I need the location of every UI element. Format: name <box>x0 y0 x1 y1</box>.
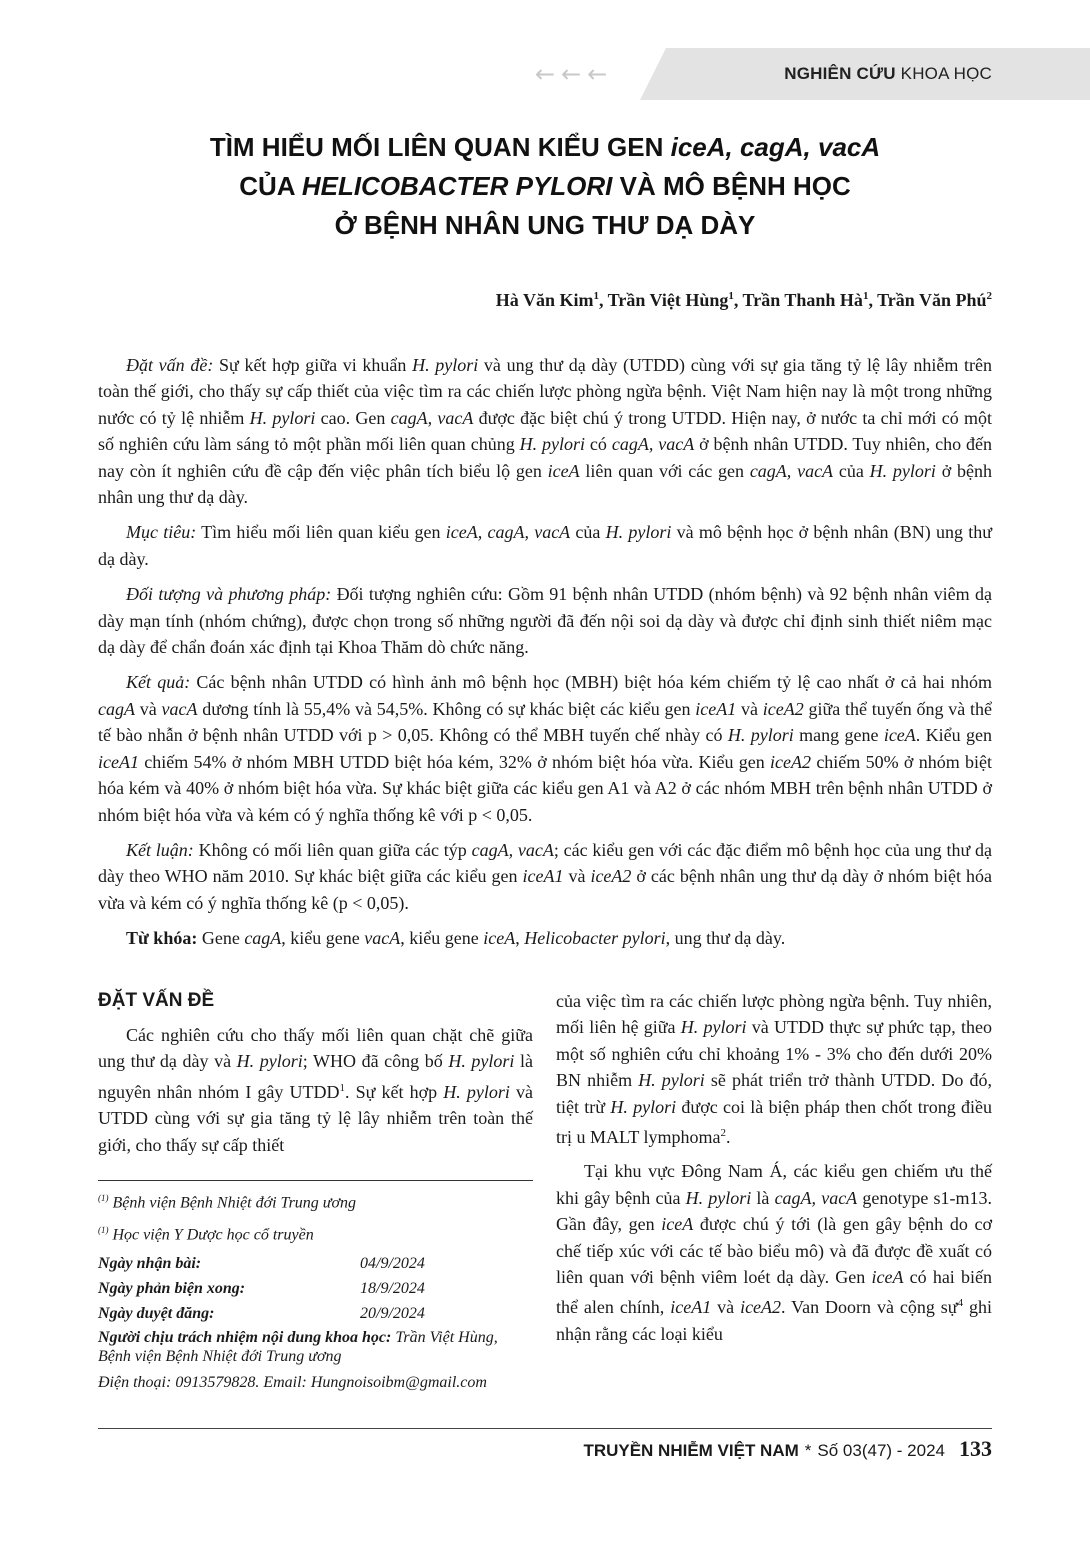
text-run: ở bệnh nhân UTDD. Tuy nhiên, cho đến nay còn ít nghiên cứu đề cập đến việc phân tích biểu lộ gen <box>98 434 992 481</box>
abstract-objective <box>98 519 992 572</box>
italic-term: H. pylori <box>519 434 586 455</box>
italic-term: iceA2 <box>762 698 804 719</box>
reference-marker: 1 <box>339 1081 346 1094</box>
responsible-author <box>98 1328 533 1366</box>
section-label-rest: KHOA HỌC <box>895 64 992 83</box>
abstract-conclusion <box>98 837 992 916</box>
italic-term: Kết quả: <box>126 672 191 693</box>
italic-term: H. pylori <box>443 1081 510 1102</box>
header-band-cut <box>640 48 666 100</box>
italic-term: H. pylori <box>869 460 936 481</box>
date-value: 18/9/2024 <box>360 1279 425 1297</box>
body-column-right <box>556 988 992 1355</box>
affiliation-2 <box>98 1218 533 1247</box>
italic-term: Mục tiêu: <box>126 522 197 543</box>
author-affiliation: 1 <box>728 290 734 302</box>
italic-term: iceA1 <box>98 751 139 772</box>
italic-term: Helicobacter pylori <box>524 928 666 949</box>
italic-term: cagA <box>98 698 135 719</box>
date-received <box>98 1251 533 1276</box>
text-run: chiếm 54% ở nhóm MBH UTDD biệt hóa kém, 32% ở nhóm biệt hóa vừa. Kiểu gen <box>138 751 771 772</box>
text-run: . Van Doorn và cộng sự <box>781 1297 958 1318</box>
italic-term: iceA1 <box>695 698 737 719</box>
italic-term: Đặt vấn đề: <box>126 355 214 375</box>
text-run: Không có mối liên quan giữa các týp <box>193 839 472 860</box>
author-affiliation: 1 <box>593 290 599 302</box>
italic-term: H. pylori <box>638 1070 705 1091</box>
text-run: và mô bệnh học ở bệnh nhân (BN) ung thư dạ dày. <box>98 522 993 569</box>
author <box>496 290 599 310</box>
text-run: Gene <box>197 928 245 949</box>
italic-term: H. pylori <box>680 1017 747 1038</box>
body-paragraph <box>556 1158 992 1347</box>
reference-marker: 4 <box>957 1297 964 1310</box>
text-run: chiếm 50% ở nhóm biệt hóa kém và 40% ở nhóm biệt hóa vừa. Sự khác biệt giữa các kiểu gen A1 và A2 ở các nhóm MBH trên bệnh nhân UTDD ở nhóm biệt hóa vừa và kém có ý nghĩa thống kê với p < 0,05. <box>98 751 992 825</box>
italic-term: Kết luận: <box>126 839 194 860</box>
italic-term: iceA2 <box>770 751 812 772</box>
author-name: Hà Văn Kim <box>495 290 594 310</box>
text-run: được coi là biện pháp then chốt trong điều trị u MALT lymphoma <box>556 1096 992 1148</box>
affiliation-marker: (1) <box>98 1193 109 1203</box>
text-run: Các nghiên cứu cho thấy mối liên quan chặt chẽ giữa ung thư dạ dày và <box>98 1025 533 1072</box>
text-run: được đặc biệt chú ý trong UTDD. Hiện nay, ở nước ta chỉ mới có một số nghiên cứu làm sáng tỏ một phần mối liên quan chủng <box>98 407 992 455</box>
arrow-left-icon: ← <box>587 60 608 88</box>
title-line-3: Ở BỆNH NHÂN UNG THƯ DẠ DÀY <box>334 210 756 240</box>
italic-term: cagA <box>244 928 282 949</box>
affiliation-marker: (1) <box>98 1225 109 1236</box>
title-text: TÌM HIỂU MỐI LIÊN QUAN KIỂU GEN <box>209 132 671 162</box>
date-label: Ngày duyệt đăng: <box>98 1304 215 1322</box>
issue-number: Số 03(47) - 2024 <box>817 1441 945 1460</box>
author-name: Trần Thanh Hà <box>742 290 863 310</box>
italic-term: iceA <box>883 725 916 746</box>
text-run: Sự kết hợp giữa vi khuẩn <box>213 355 413 375</box>
italic-term: H. pylori <box>448 1051 515 1072</box>
abstract <box>98 352 992 961</box>
italic-term: H. pylori <box>727 725 794 746</box>
author-affiliation: 1 <box>862 290 869 302</box>
text-run: và UTDD thực sự phức tạp, theo một số nghiên cứu chỉ khoảng 1% - 3% cho đến dưới 20% BN nhiễm <box>556 1017 992 1091</box>
date-value: 20/9/2024 <box>360 1304 425 1322</box>
author-list: Hà Văn Kim$^1$, Trần Việt Hùng$^1$, Trần Thanh $Hà^1$, Trần Văn Phú$^2$ <box>495 290 992 310</box>
section-label-bold: NGHIÊN CỨU <box>784 64 896 83</box>
text-run: của việc tìm ra các chiến lược phòng ngừa bệnh. Tuy nhiên, mối liên hệ giữa <box>556 991 992 1038</box>
text-run: ; WHO đã công bố <box>302 1051 449 1072</box>
footer-divider <box>98 1428 992 1429</box>
text-run: . Kiểu gen <box>915 725 992 746</box>
abstract-results <box>98 669 992 827</box>
italic-term: H. pylori <box>610 1096 677 1117</box>
italic-term: vacA <box>161 698 198 719</box>
responsible-value: Trần Việt Hùng, Bệnh viện Bệnh Nhiệt đới Trung ương <box>98 1328 498 1365</box>
text-run: , kiểu gene <box>400 928 484 949</box>
text-run: , <box>515 928 525 949</box>
text-run: là nguyên nhân nhóm I gây UTDD <box>98 1051 533 1102</box>
text-run: và UTDD cùng với sự gia tăng tỷ lệ lây nhiễm trên toàn thế giới, cho thấy sự cấp thiết <box>98 1081 533 1155</box>
body-paragraph <box>98 1022 533 1158</box>
text-run: ở bệnh nhân ung thư dạ dày. <box>98 460 993 508</box>
title-line-1 <box>120 128 970 167</box>
text-run: Các bệnh nhân UTDD có hình ảnh mô bệnh học (MBH) biệt hóa kém chiếm tỷ lệ cao nhất ở cả hai nhóm <box>190 672 992 693</box>
italic-term: H. pylori <box>236 1051 303 1072</box>
author <box>877 290 992 310</box>
star-icon: * <box>804 1441 812 1460</box>
text-run: dương tính là 55,4% và 54,5%. Không có sự khác biệt các kiểu gen <box>197 698 696 719</box>
label-text: Từ khóa: <box>126 928 198 949</box>
italic-term: cagA, vacA <box>390 407 474 428</box>
date-value: 04/9/2024 <box>360 1254 425 1272</box>
text-run: genotype s1-m13. Gần đây, gen <box>556 1187 992 1235</box>
author-affiliation: 2 <box>986 290 992 302</box>
article-title <box>120 128 970 245</box>
affiliation-text: Học viện Y Dược học cổ truyền <box>112 1226 314 1244</box>
journal-name: TRUYỀN NHIỄM VIỆT NAM <box>583 1441 799 1460</box>
italic-term: cagA, vacA <box>611 434 695 455</box>
abstract-background <box>98 352 992 510</box>
title-species: HELICOBACTER PYLORI <box>301 171 613 201</box>
title-genes: iceA, cagA, vacA <box>670 132 881 162</box>
section-label <box>784 64 992 84</box>
italic-term: iceA2 <box>740 1297 782 1318</box>
italic-term: iceA <box>661 1214 694 1235</box>
arrow-left-icon: ← <box>561 60 582 88</box>
italic-term: H. pylori <box>249 407 316 428</box>
date-label: Ngày nhận bài: <box>98 1254 202 1272</box>
text-run: có <box>585 434 612 455</box>
text-run: và <box>563 866 591 887</box>
text-run: và <box>736 698 763 719</box>
italic-term: vacA <box>364 928 401 949</box>
page-number: 133 <box>959 1436 992 1461</box>
title-text: CỦA <box>239 171 302 201</box>
text-run: Tại khu vực Đông Nam Á, các kiểu gen chiếm ưu thế khi gây bệnh của <box>556 1161 992 1208</box>
affiliation-text: Bệnh viện Bệnh Nhiệt đới Trung ương <box>112 1194 357 1212</box>
body-paragraph <box>556 988 992 1150</box>
header-arrows <box>535 62 607 86</box>
text-run: , ung thư dạ dày. <box>665 928 786 949</box>
text-run: là <box>751 1187 775 1208</box>
title-text: VÀ MÔ BỆNH HỌC <box>612 171 851 201</box>
text-run: ở các bệnh nhân ung thư dạ dày ở nhóm biệt hóa vừa và kém có ý nghĩa thống kê (p < 0,05). <box>98 866 993 913</box>
affiliation-1 <box>98 1186 533 1215</box>
responsible-label: Người chịu trách nhiệm nội dung khoa học: <box>98 1328 392 1346</box>
text-run: mang gene <box>793 725 884 746</box>
text-run: và ung thư dạ dày (UTDD) cùng với sự gia tăng tỷ lệ lây nhiễm trên toàn thế giới, cho thấy sự cấp thiết của việc tìm ra các chiến lược phòng ngừa bệnh. Việt Nam hiện nay là một trong những nước có tỷ lệ nhiễm <box>98 355 992 428</box>
text-run: Đối tượng nghiên cứu: Gồm 91 bệnh nhân UTDD (nhóm bệnh) và 92 bệnh nhân viêm dạ dày mạn tính (nhóm chứng), được chọn trong số những người đã đến nội soi dạ dày và được chỉ định sinh thiết niêm mạc dạ dày để chẩn đoán xác định tại Khoa Thăm dò chức năng. <box>98 584 992 658</box>
italic-term: cagA, vacA <box>774 1187 858 1208</box>
italic-term: iceA <box>483 928 516 949</box>
author <box>608 290 734 310</box>
abstract-methods <box>98 581 992 660</box>
italic-term: H. pylori <box>685 1187 752 1208</box>
text-run: . Sự kết hợp <box>345 1081 444 1102</box>
italic-term: iceA, cagA, vacA <box>445 522 571 543</box>
section-heading: ĐẶT VẤN ĐỀ <box>98 990 215 1011</box>
text-run: liên quan với các gen <box>579 460 750 481</box>
footnote-divider <box>98 1180 533 1181</box>
text-run: ; các kiểu gen với các đặc điểm mô bệnh học của ung thư dạ dày theo WHO năm 2010. Sự khác biệt giữa các kiểu gen <box>98 839 992 887</box>
contact-info: Điện thoại: 0913579828. Email: Hungnoisoibm@gmail.com <box>98 1373 487 1391</box>
date-accepted <box>98 1301 533 1326</box>
text-run: của <box>570 522 606 543</box>
keywords <box>98 925 992 951</box>
text-run: được chú ý tới (là gen gây bệnh do cơ chế tiếp xúc với các tế bào biểu mô) và đã được đề xuất có liên quan với bệnh viêm loét dạ dày. Gen <box>556 1214 992 1288</box>
text-run: cao. Gen <box>315 407 391 428</box>
text-run: và <box>711 1297 741 1318</box>
italic-term: iceA1 <box>670 1297 712 1318</box>
author <box>743 290 869 310</box>
italic-term: iceA1 <box>522 866 564 887</box>
reference-marker: 2 <box>720 1127 727 1140</box>
page-footer <box>583 1436 992 1462</box>
date-reviewed <box>98 1276 533 1301</box>
arrow-left-icon: ← <box>535 60 556 88</box>
text-run: . <box>726 1127 731 1148</box>
italic-term: cagA, vacA <box>471 839 554 860</box>
author-name: Trần Việt Hùng <box>607 290 729 310</box>
italic-term: Đối tượng và phương pháp: <box>126 584 332 605</box>
italic-term: H. pylori <box>412 355 479 375</box>
italic-term: iceA2 <box>590 866 632 887</box>
body-column-left <box>98 988 533 1166</box>
footnotes <box>98 1186 533 1398</box>
italic-term: cagA, vacA <box>749 460 834 481</box>
text-run: giữa thể tuyến ống và thể tế bào nhẫn ở bệnh nhân UTDD với p > 0,05. Không có thể MBH tuyến chế nhày có <box>98 698 992 746</box>
author-name: Trần Văn Phú <box>877 290 987 310</box>
text-run: sẽ phát triển trở thành UTDD. Do đó, tiệt trừ <box>556 1070 992 1117</box>
text-run: Tìm hiểu mối liên quan kiểu gen <box>196 522 446 543</box>
italic-term: iceA <box>871 1267 904 1288</box>
title-line-2 <box>120 167 970 206</box>
text-run: của <box>833 460 870 481</box>
italic-term: H. pylori <box>605 522 672 543</box>
text-run: ghi nhận rằng các loại kiểu <box>556 1297 992 1344</box>
text-run: , kiểu gene <box>281 928 365 949</box>
italic-term: iceA <box>547 460 580 481</box>
text-run: có hai biến thể alen chính, <box>556 1267 992 1318</box>
text-run: và <box>134 698 162 719</box>
date-label: Ngày phản biện xong: <box>98 1279 246 1297</box>
